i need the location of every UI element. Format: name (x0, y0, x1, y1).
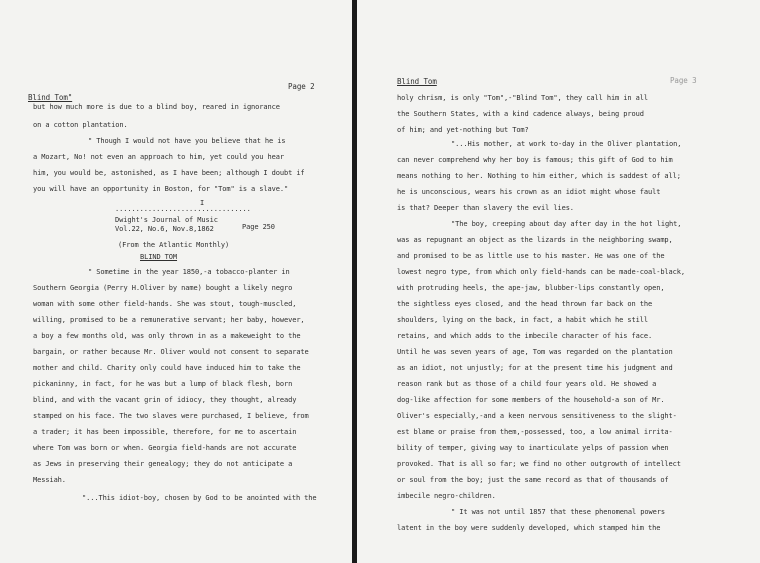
left-citation-line: (From the Atlantic Monthly) (118, 241, 230, 249)
left-para3-line: Messiah. (33, 476, 66, 484)
right-para3-line: or soul from the boy; just the same record as that of thousands of (397, 476, 669, 484)
left-para3-line: Southern Georgia (Perry H.Oliver by name) bought a likely negro (33, 284, 293, 292)
right-para3-line: shoulders, lying on the back, in fact, a habit which he still (397, 316, 648, 324)
right-para3-line: the sightless eyes closed, and the head thrown far back on the (397, 300, 653, 308)
right-para3-line: as an idiot, not unjustly; for at the present time his judgment and (397, 364, 673, 372)
left-para3-line: willing, promised to be a remunerative servant; her baby, however, (33, 316, 305, 324)
left-para3-line: a boy a few months old, was only thrown in as a makeweight to the (33, 332, 301, 340)
left-para2-line: him, you would be, astonished, as I have been; although I doubt if (33, 169, 305, 177)
right-para3-line: Until he was seven years of age, Tom was regarded on the plantation (397, 348, 673, 356)
left-para3-line: woman with some other field-hands. She was stout, tough-muscled, (33, 300, 297, 308)
right-para2-line: means nothing to her. Nothing to him either, which is saddest of all; (397, 172, 681, 180)
left-para3-line: as Jews in preserving their genealogy; they do not anticipate a (33, 460, 293, 468)
left-para3-line: blind, and with the vacant grin of idiocy, they thought, already (33, 396, 297, 404)
right-para4-line: latent in the boy were suddenly developed, which stamped him the (397, 524, 661, 532)
left-para3-line: mother and child. Charity only could have induced him to take the (33, 364, 301, 372)
left-para3-line: pickaninny, in fact, for he was but a lump of black flesh, born (33, 380, 293, 388)
right-para3-line: dog-like affection for some members of the household-a son of Mr. (397, 396, 665, 404)
right-para1-line: the Southern States, with a kind cadence always, being proud (397, 110, 644, 118)
left-para3-line: " Sometime in the year 1850,-a tobacco-planter in (88, 268, 290, 276)
right-para2-line: is that? Deeper than slavery the evil lies. (397, 204, 574, 212)
right-para3-line: was as repugnant an object as the lizards in the neighboring swamp, (397, 236, 673, 244)
left-para2-line: you will have an opportunity in Boston, for "Tom" is a slave." (33, 185, 289, 193)
left-roman-numeral: I (200, 199, 205, 207)
right-header-title: Blind Tom (397, 77, 437, 86)
right-para3-line: retains, and which adds to the imbecile character of his face. (397, 332, 653, 340)
right-para3-line: and promised to be as little use to his master. He was one of the (397, 252, 665, 260)
left-article-title: BLIND TOM (140, 253, 178, 261)
right-para3-line: provoked. That is all so far; we find no other outgrowth of intellect (397, 460, 681, 468)
left-citation-line: Vol.22, No.6, Nov.8,1862 (115, 225, 214, 233)
right-para3-line: est blame or praise from them,-possessed, too, a low animal irrita- (397, 428, 673, 436)
right-page (357, 0, 760, 563)
right-para3-line: with protruding heels, the ape-jaw, blubber-lips constantly open, (397, 284, 665, 292)
right-para3-line: imbecile negro-children. (397, 492, 496, 500)
left-citation-line: Dwight's Journal of Music (115, 216, 218, 224)
left-para4-line: "...This idiot-boy, chosen by God to be anointed with the (82, 494, 317, 502)
left-page (0, 0, 352, 563)
right-para4-line: " It was not until 1857 that these phenomenal powers (451, 508, 665, 516)
left-page-number: Page 2 (288, 82, 315, 91)
left-para2-line: a Mozart, No! not even an approach to him, yet could you hear (33, 153, 284, 161)
right-para2-line: "...His mother, at work to-day in the Oliver plantation, (451, 140, 682, 148)
right-para1-line: of him; and yet-nothing but Tom? (397, 126, 529, 134)
left-para3-line: bargain, or rather because Mr. Oliver would not consent to separate (33, 348, 309, 356)
right-para3-line: reason rank but as those of a child four years old. He showed a (397, 380, 657, 388)
left-para1-line: on a cotton plantation. (33, 121, 128, 129)
left-para3-line: stamped on his face. The two slaves were purchased, I believe, from (33, 412, 309, 420)
left-para1-line: but how much more is due to a blind boy, reared in ignorance (33, 103, 280, 111)
right-para3-line: Oliver's especially,-and a keen nervous sensitiveness to the slight- (397, 412, 677, 420)
left-separator: ................................. (115, 205, 251, 213)
right-para3-line: "The boy, creeping about day after day in the hot light, (451, 220, 682, 228)
right-page-number: Page 3 (670, 76, 697, 85)
right-para3-line: bility of temper, giving way to inarticulate yelps of passion when (397, 444, 669, 452)
right-para2-line: he is unconscious, wears his crown as an idiot might whose fault (397, 188, 661, 196)
left-citation-page: Page 250 (242, 223, 275, 231)
left-para2-line: " Though I would not have you believe that he is (88, 137, 286, 145)
left-para3-line: a trader; it has been impossible, therefore, for me to ascertain (33, 428, 297, 436)
left-para3-line: where Tom was born or when. Georgia field-hands are not accurate (33, 444, 297, 452)
right-para2-line: can never comprehend why her boy is famous; this gift of God to him (397, 156, 673, 164)
right-para1-line: holy chrism, is only "Tom",-"Blind Tom", they call him in all (397, 94, 648, 102)
left-header-title: Blind Tom" (28, 93, 73, 102)
right-para3-line: lowest negro type, from which only field-hands can be made-coal-black, (397, 268, 686, 276)
